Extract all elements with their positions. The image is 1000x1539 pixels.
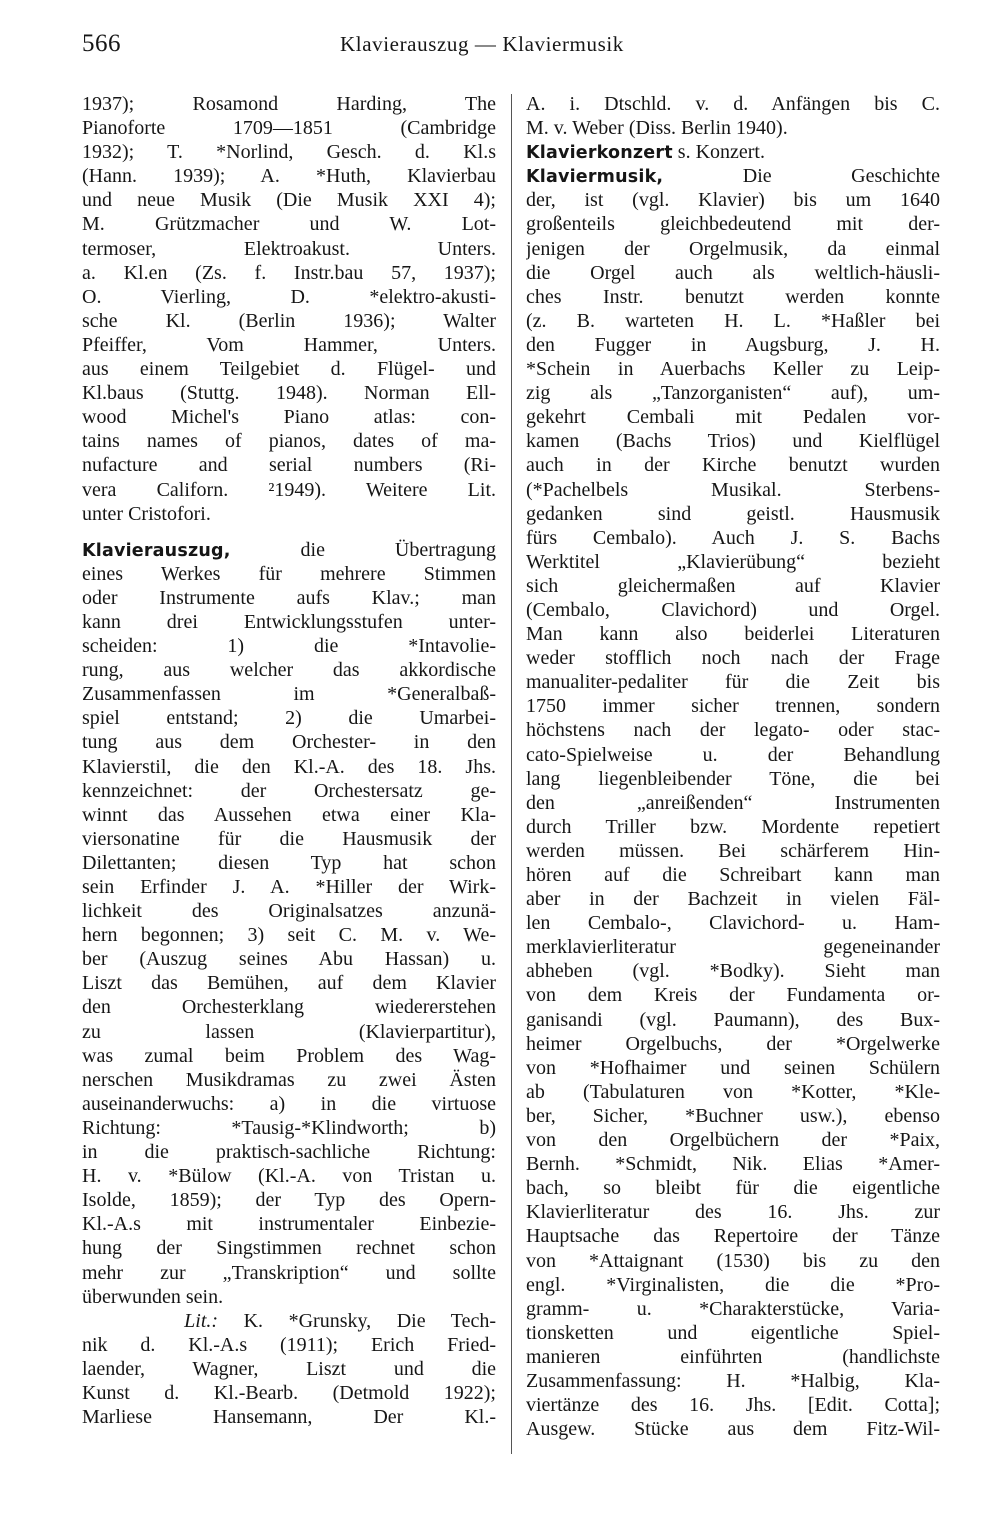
entry-first-line [82,538,496,562]
text-line: ber, Sicher, *Buchner usw.), ebenso [526,1104,940,1127]
text-line: was zumal beim Problem des Wag- [82,1044,496,1067]
text-line: von *Attaignant (1530) bis zu den [526,1249,940,1272]
text-line: ganisandi (vgl. Paumann), des Bux- [526,1008,940,1031]
entry-klaviermusik [526,164,940,1441]
text-line: fürs Cembalo). Auch J. S. Bachs [526,526,940,549]
entry-text: Die Geschichte [663,165,940,188]
text-line: (Hann. 1939); A. *Huth, Klavierbau [82,165,496,188]
text-line: viertänze des 16. Jhs. [Edit. Cotta]; [526,1394,940,1417]
text-line: unter Cristofori. [82,502,211,525]
text-line: kann drei Entwicklungsstufen unter- [82,610,496,633]
text-line: abheben (vgl. *Bodky). Sieht man [526,960,940,983]
text-line: Kl.-A.s mit instrumentaler Einbezie- [82,1213,496,1236]
text-line: Pianoforte 1709—1851 (Cambridge [82,117,496,140]
text-line: cato-Spielweise u. der Behandlung [526,743,940,766]
text-line: rung, aus welcher das akkordische [82,659,496,682]
text-line: Liszt das Bemühen, auf dem Klavier [82,972,496,995]
text-line: großenteils gleichbedeutend mit der- [526,213,940,236]
text-line: merklavierliteratur gegeneinander [526,936,940,959]
entry-text: die Übertragung [230,538,496,561]
text-line: Pfeiffer, Vom Hammer, Unters. [82,333,496,356]
text-line: den Fugger in Augsburg, J. H. [526,333,940,356]
text-line: hören auf die Schreibart kann man [526,864,940,886]
text-line: manualiter-pedaliter für die Zeit bis [526,671,940,694]
text-line: die Orgel auch als weltlich-häusli- [526,261,940,284]
text-line: kamen (Bachs Trios) und Kielflügel [526,430,940,453]
entry-klavierkonzert [526,140,940,164]
text-line: (*Pachelbels Musikal. Sterbens- [526,478,940,501]
text-line: a. Kl.en (Zs. f. Instr.bau 57, 1937); [82,261,496,284]
entry-first-line [526,140,940,164]
text-line: manieren einführten (handlichste [526,1345,940,1368]
text-line: wood Michel's Piano atlas: con- [82,406,496,429]
text-line: und neue Musik (Die Musik XXI 4); [82,189,496,212]
text-line: O. Vierling, D. *elektro-akusti- [82,285,496,308]
text-line: heimer Orgelbuchs, der *Orgelwerke [526,1032,940,1055]
text-line: *Schein in Auerbachs Keller zu Leip- [526,358,940,381]
entry-body [82,562,496,1309]
text-line: von *Hofhaimer und seinen Schülern [526,1056,940,1079]
text-line: Kunst d. Kl.-Bearb. (Detmold 1922); [82,1381,496,1404]
text-line: sein Erfinder J. A. *Hiller der Wirk- [82,876,496,898]
text-line: Werktitel „Klavierübung“ bezieht [526,550,940,573]
text-line: spiel entstand; 2) die Umarbei- [82,707,496,730]
text-line: jenigen der Orgelmusik, da einmal [526,237,940,260]
text-line: gramm- u. *Charakterstücke, Varia- [526,1297,940,1320]
literature-body [82,1333,496,1429]
text-line: Marliese Hansemann, Der Kl.- [82,1406,496,1429]
text-line: nufacture and serial numbers (Ri- [82,454,496,477]
headword-klavierauszug: Klavierauszug, [82,540,231,561]
text-line: in die praktisch-sachliche Richtung: [82,1141,496,1164]
text-line: Klavierstil, die den Kl.-A. des 18. Jhs. [82,755,496,778]
text-line: der, ist (vgl. Klavier) bis um 1640 [526,189,940,212]
text-line: laender, Wagner, Liszt und die [82,1357,496,1380]
text-line: lang liegenbleibender Töne, die bei [526,767,940,790]
text-line: tung aus dem Orchester- in den [82,731,496,754]
text-line: weder stofflich noch nach der Frage [526,647,940,670]
text-line: den „anreißenden“ Instrumenten [526,791,940,814]
text-line: engl. *Virginalisten, die die *Pro- [526,1273,940,1296]
text-line: Richtung: *Tausig-*Klindworth; b) [82,1116,496,1139]
text-line: aus einem Teilgebiet d. Flügel- und [82,358,496,381]
text-line: mehr zur „Transkription“ und sollte [82,1261,496,1284]
literature-text: K. *Grunsky, Die Tech- [218,1309,496,1332]
text-line: zig als „Tanzorganisten“ auf), um- [526,382,940,405]
text-line: auseinanderwuchs: a) in die virtuose [82,1092,496,1115]
text-line: ches Instr. benutzt werden konnte [526,285,940,308]
text-line: len Cembalo-, Clavichord- u. Ham- [526,912,940,935]
page-number: 566 [82,30,121,57]
text-line: aber in der Bachzeit in vielen Fäl- [526,888,940,911]
text-line: Zusammenfassen im *Generalbaß- [82,683,496,706]
text-line: werden müssen. Bei schärferem Hin- [526,839,940,862]
headword-klavierkonzert: Klavierkonzert [526,143,673,164]
literature-first-line [82,1309,496,1333]
entry-continuation [526,92,940,140]
text-line: Hauptsache das Repertoire der Tänze [526,1225,940,1248]
text-line: Kl.baus (Stuttg. 1948). Norman Ell- [82,382,496,405]
text-line: Bernh. *Schmidt, Nik. Elias *Amer- [526,1153,940,1176]
text-line: tionsketten und eigentliche Spiel- [526,1321,940,1344]
text-line: Klavierliteratur des 16. Jhs. zur [526,1201,940,1224]
text-line: viersonatine für die Hausmusik der [82,827,496,850]
text-line: lichkeit des Originalsatzes anzunä- [82,900,496,923]
page-header [82,30,918,66]
text-line: höchstens nach der legato- oder stac- [526,719,940,742]
text-line: den Orchesterklang wiedererstehen [82,996,496,1019]
text-line: oder Instrumente aufs Klav.; man [82,586,496,609]
text-line: nerschen Musikdramas zu zwei Ästen [82,1068,496,1091]
text-line: durch Triller bzw. Mordente repetiert [526,815,940,838]
text-line: (z. B. warteten H. L. *Haßler bei [526,309,940,332]
text-line: 1750 immer sicher trennen, sondern [526,695,940,718]
text-line: ab (Tabulaturen von *Kotter, *Kle- [526,1080,940,1103]
column-divider [511,94,512,1454]
entry-first-line [526,164,940,188]
text-line: (Cembalo, Clavichord) und Orgel. [526,598,940,621]
text-line: Ausgew. Stücke aus dem Fitz-Wil- [526,1418,940,1441]
text-line: von den Orgelbüchern der *Paix, [526,1129,940,1152]
text-line: 1932); T. *Norlind, Gesch. d. Kl.s [82,141,496,164]
text-line: M. v. Weber (Diss. Berlin 1940). [526,117,788,140]
text-line: gekehrt Cembali mit Pedalen vor- [526,406,940,429]
text-line: hung der Singstimmen rechnet schon [82,1237,496,1260]
headword-klaviermusik: Klaviermusik, [526,167,664,188]
text-line: vera Californ. ²1949). Weitere Lit. [82,478,496,501]
text-line: scheiden: 1) die *Intavolie- [82,635,496,658]
text-line: gedanken sind geistl. Hausmusik [526,502,940,525]
text-line: 1937); Rosamond Harding, The [82,93,496,115]
text-line: Isolde, 1859); der Typ des Opern- [82,1189,496,1212]
text-line: sich gleichermaßen auf Klavier [526,574,940,597]
text-line: tains names of pianos, dates of ma- [82,430,496,453]
entry-klavierauszug [82,538,496,1429]
text-line: nik d. Kl.-A.s (1911); Erich Fried- [82,1333,496,1356]
text-line: überwunden sein. [82,1285,224,1308]
text-line: M. Grützmacher und W. Lot- [82,213,496,236]
running-head: Klavierauszug — Klaviermusik [340,32,624,56]
text-line: ber (Auszug seines Abu Hassan) u. [82,948,496,971]
text-line: zu lassen (Klavierpartitur), [82,1020,496,1043]
entry-text: s. Konzert. [672,141,765,164]
text-line: bach, so bleibt für die eigentliche [526,1177,940,1200]
text-line: termoser, Elektroakust. Unters. [82,237,496,260]
text-line: Man kann also beiderlei Literaturen [526,623,940,646]
text-line: eines Werkes für mehrere Stimmen [82,562,496,585]
text-line: A. i. Dtschld. v. d. Anfängen bis C. [526,93,940,115]
left-column [82,92,496,1429]
text-line: H. v. *Bülow (Kl.-A. von Tristan u. [82,1165,496,1188]
entry-continuation [82,92,496,526]
text-line: winnt das Aussehen etwa einer Kla- [82,803,496,826]
text-line: kennzeichnet: der Orchestersatz ge- [82,779,496,802]
text-line: von dem Kreis der Fundamenta or- [526,984,940,1007]
text-line: Zusammenfassung: H. *Halbig, Kla- [526,1369,940,1392]
text-line: Dilettanten; diesen Typ hat schon [82,851,496,874]
entry-body [526,188,940,1441]
text-line: hern begonnen; 3) seit C. M. v. We- [82,924,496,947]
right-column [526,92,940,1441]
text-line: auch in der Kirche benutzt wurden [526,454,940,477]
text-line: sche Kl. (Berlin 1936); Walter [82,309,496,332]
literature-label: Lit.: [184,1309,219,1332]
